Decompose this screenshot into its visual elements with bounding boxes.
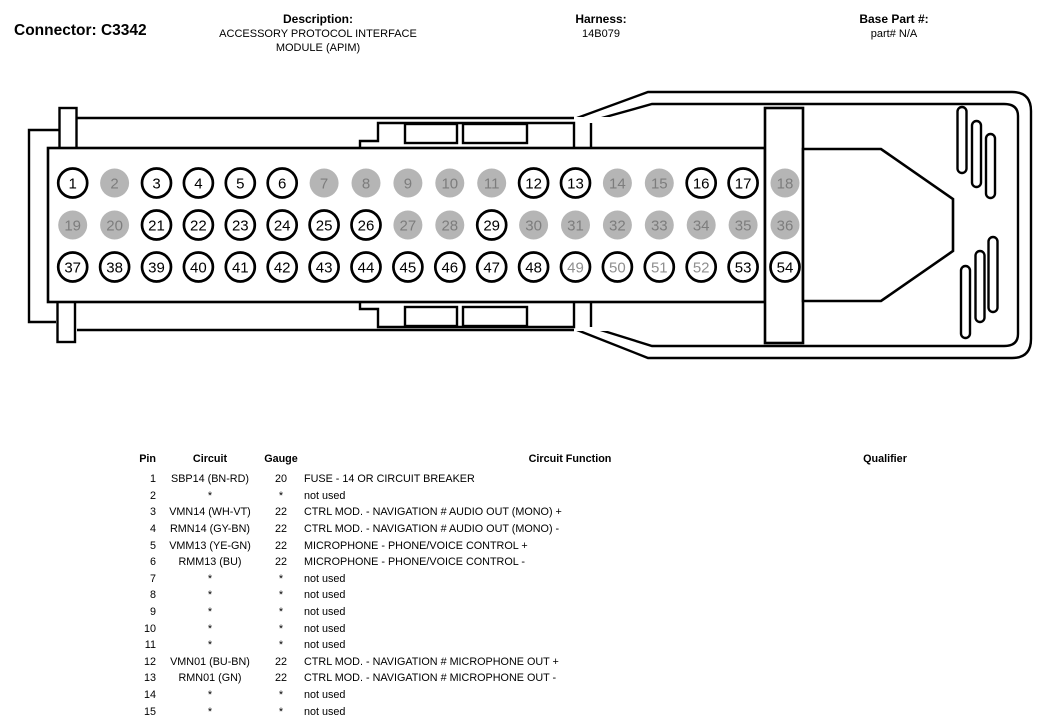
pin-34-number: 34: [692, 217, 710, 235]
latch-window: [405, 307, 457, 326]
pin-5-number: 5: [236, 175, 245, 193]
pin-22-number: 22: [190, 217, 207, 235]
pin-23-number: 23: [231, 217, 249, 235]
pin-cell: 2: [149, 489, 156, 502]
pin-46-number: 46: [441, 259, 459, 277]
function-cell: FUSE - 14 OR CIRCUIT BREAKER: [304, 473, 475, 486]
header-circuit-function: Circuit Function: [528, 453, 612, 465]
function-cell: CTRL MOD. - NAVIGATION # AUDIO OUT (MONO) -: [304, 523, 560, 536]
pin-cell: 13: [143, 672, 156, 685]
pin-30-number: 30: [525, 217, 542, 235]
circuit-cell: *: [207, 489, 213, 502]
pin-cell: 8: [149, 589, 156, 602]
pin-32-number: 32: [609, 217, 626, 235]
pin-20-number: 20: [106, 217, 123, 235]
pin-40-number: 40: [190, 259, 207, 277]
pin-33-number: 33: [650, 217, 668, 235]
pin-8-number: 8: [361, 175, 371, 193]
gauge-cell: *: [278, 639, 284, 652]
pin-11-number: 11: [483, 175, 500, 193]
function-cell: MICROPHONE - PHONE/VOICE CONTROL +: [304, 539, 528, 552]
pin-21-number: 21: [148, 217, 165, 235]
pin-49-number: 49: [567, 259, 584, 277]
gauge-cell: 22: [274, 556, 287, 569]
table-row: [124, 471, 1041, 488]
harness-value: 14B079: [582, 28, 620, 40]
pin-48-number: 48: [525, 259, 542, 277]
pin-16-number: 16: [692, 175, 710, 193]
function-cell: CTRL MOD. - NAVIGATION # MICROPHONE OUT +: [304, 655, 559, 668]
pin-cell: 15: [143, 705, 156, 718]
gauge-cell: *: [278, 689, 284, 702]
pin-54-number: 54: [776, 259, 794, 277]
pin-cell: 5: [149, 539, 156, 552]
pin-13-number: 13: [567, 175, 584, 193]
gauge-cell: 22: [274, 506, 287, 519]
base-part-label: Base Part #:: [859, 12, 929, 26]
base-part-value: part# N/A: [870, 28, 918, 40]
pin-18-number: 18: [776, 175, 794, 193]
circuit-cell: *: [207, 622, 213, 635]
connector-title: Connector: C3342: [14, 22, 147, 39]
gauge-cell: *: [278, 705, 284, 718]
vent-slot: [976, 251, 985, 322]
pin-17-number: 17: [734, 175, 752, 193]
circuit-cell: VMN14 (WH-VT): [169, 506, 251, 519]
header-qualifier: Qualifier: [863, 453, 907, 465]
table-row: [124, 554, 1041, 571]
pin-10-number: 10: [441, 175, 459, 193]
function-cell: MICROPHONE - PHONE/VOICE CONTROL -: [304, 556, 525, 569]
gauge-cell: *: [278, 589, 284, 602]
description-value-line2: MODULE (APIM): [275, 42, 361, 54]
circuit-cell: *: [207, 639, 213, 652]
pin-41-number: 41: [231, 259, 249, 277]
gauge-cell: 22: [274, 539, 287, 552]
vent-slot: [961, 266, 970, 338]
keying-hexagon: [803, 149, 953, 301]
pin-12-number: 12: [525, 175, 542, 193]
pin-1-number: 1: [68, 175, 77, 193]
table-row: [124, 670, 1041, 687]
table-row: [124, 537, 1041, 554]
circuit-cell: SBP14 (BN-RD): [171, 473, 249, 486]
pin-cell: 11: [144, 639, 156, 652]
left-tab-top: [60, 108, 77, 149]
gauge-cell: *: [278, 622, 284, 635]
description-value-line1: ACCESSORY PROTOCOL INTERFACE: [219, 28, 417, 40]
pin-43-number: 43: [315, 259, 333, 277]
pin-19-number: 19: [64, 217, 82, 235]
circuit-cell: *: [207, 705, 213, 718]
pin-45-number: 45: [399, 259, 417, 277]
pin-51-number: 51: [650, 259, 668, 277]
pin-31-number: 31: [567, 217, 584, 235]
pin-cell: 1: [149, 473, 156, 486]
table-row: [124, 504, 1041, 521]
gauge-cell: 22: [274, 655, 287, 668]
table-header-row: [124, 450, 1041, 468]
vent-slot: [972, 121, 981, 187]
table-row: [124, 703, 1041, 720]
pin-36-number: 36: [776, 217, 794, 235]
gauge-cell: 22: [274, 672, 287, 685]
left-tab-bottom: [58, 301, 76, 342]
table-row: [124, 488, 1041, 505]
latch-window: [463, 124, 527, 143]
pin-25-number: 25: [315, 217, 333, 235]
pin-39-number: 39: [148, 259, 165, 277]
header-circuit: Circuit: [192, 453, 228, 465]
table-row: [124, 620, 1041, 637]
pin-44-number: 44: [357, 259, 375, 277]
circuit-cell: RMN14 (GY-BN): [170, 523, 250, 536]
pin-47-number: 47: [483, 259, 501, 277]
gauge-cell: *: [278, 606, 284, 619]
vent-slot: [958, 107, 967, 173]
function-cell: not used: [304, 606, 346, 619]
gauge-cell: *: [278, 489, 284, 502]
vent-slot: [989, 237, 998, 312]
gauge-cell: 20: [274, 473, 287, 486]
pin-14-number: 14: [609, 175, 626, 193]
function-cell: CTRL MOD. - NAVIGATION # AUDIO OUT (MONO) +: [304, 506, 562, 519]
pin-35-number: 35: [734, 217, 752, 235]
table-row: [124, 521, 1041, 538]
circuit-cell: VMM13 (YE-GN): [169, 539, 251, 552]
circuit-cell: *: [207, 606, 213, 619]
pin-15-number: 15: [650, 175, 668, 193]
table-row: [124, 604, 1041, 621]
function-cell: not used: [304, 622, 346, 635]
gauge-cell: 22: [274, 523, 287, 536]
circuit-cell: RMN01 (GN): [178, 672, 242, 685]
gauge-cell: *: [278, 572, 284, 585]
pin-7-number: 7: [319, 175, 329, 193]
pin-table: [0, 450, 1041, 720]
harness-label: Harness:: [575, 12, 627, 26]
pin-2-number: 2: [110, 175, 119, 193]
circuit-cell: *: [207, 589, 213, 602]
function-cell: not used: [304, 689, 346, 702]
pin-cell: 12: [143, 655, 156, 668]
circuit-cell: VMN01 (BU-BN): [170, 655, 250, 668]
pin-42-number: 42: [273, 259, 291, 277]
table-row: [124, 587, 1041, 604]
header-pin: Pin: [139, 453, 156, 465]
table-row: [124, 654, 1041, 671]
pin-38-number: 38: [106, 259, 123, 277]
latch-window: [405, 124, 457, 143]
pin-50-number: 50: [609, 259, 626, 277]
pin-53-number: 53: [734, 259, 752, 277]
function-cell: not used: [304, 589, 346, 602]
pin-cell: 7: [149, 572, 156, 585]
function-cell: not used: [304, 489, 346, 502]
table-row: [124, 637, 1041, 654]
pin-6-number: 6: [278, 175, 287, 193]
pin-cell: 6: [149, 556, 156, 569]
latch-window: [463, 307, 527, 326]
pin-9-number: 9: [403, 175, 413, 193]
pin-26-number: 26: [357, 217, 375, 235]
pin-37-number: 37: [64, 259, 82, 277]
pin-28-number: 28: [441, 217, 459, 235]
description-label: Description:: [282, 12, 353, 26]
pin-27-number: 27: [399, 217, 417, 235]
pin-29-number: 29: [483, 217, 501, 235]
function-cell: not used: [304, 705, 346, 718]
pin-cell: 9: [149, 606, 156, 619]
pin-cell: 10: [143, 622, 156, 635]
table-row: [124, 687, 1041, 704]
circuit-cell: RMM13 (BU): [178, 556, 242, 569]
pin-24-number: 24: [273, 217, 291, 235]
function-cell: CTRL MOD. - NAVIGATION # MICROPHONE OUT -: [304, 672, 557, 685]
header-gauge: Gauge: [264, 453, 298, 465]
circuit-cell: *: [207, 572, 213, 585]
vent-slot: [986, 134, 995, 198]
pin-cell: 14: [143, 689, 156, 702]
table-row: [124, 571, 1041, 588]
circuit-cell: *: [207, 689, 213, 702]
pin-cell: 3: [149, 506, 156, 519]
pin-52-number: 52: [692, 259, 710, 277]
pin-3-number: 3: [152, 175, 161, 193]
pin-4-number: 4: [194, 175, 203, 193]
pin-cell: 4: [149, 523, 156, 536]
function-cell: not used: [304, 639, 346, 652]
table-body: [0, 471, 1041, 720]
function-cell: not used: [304, 572, 346, 585]
